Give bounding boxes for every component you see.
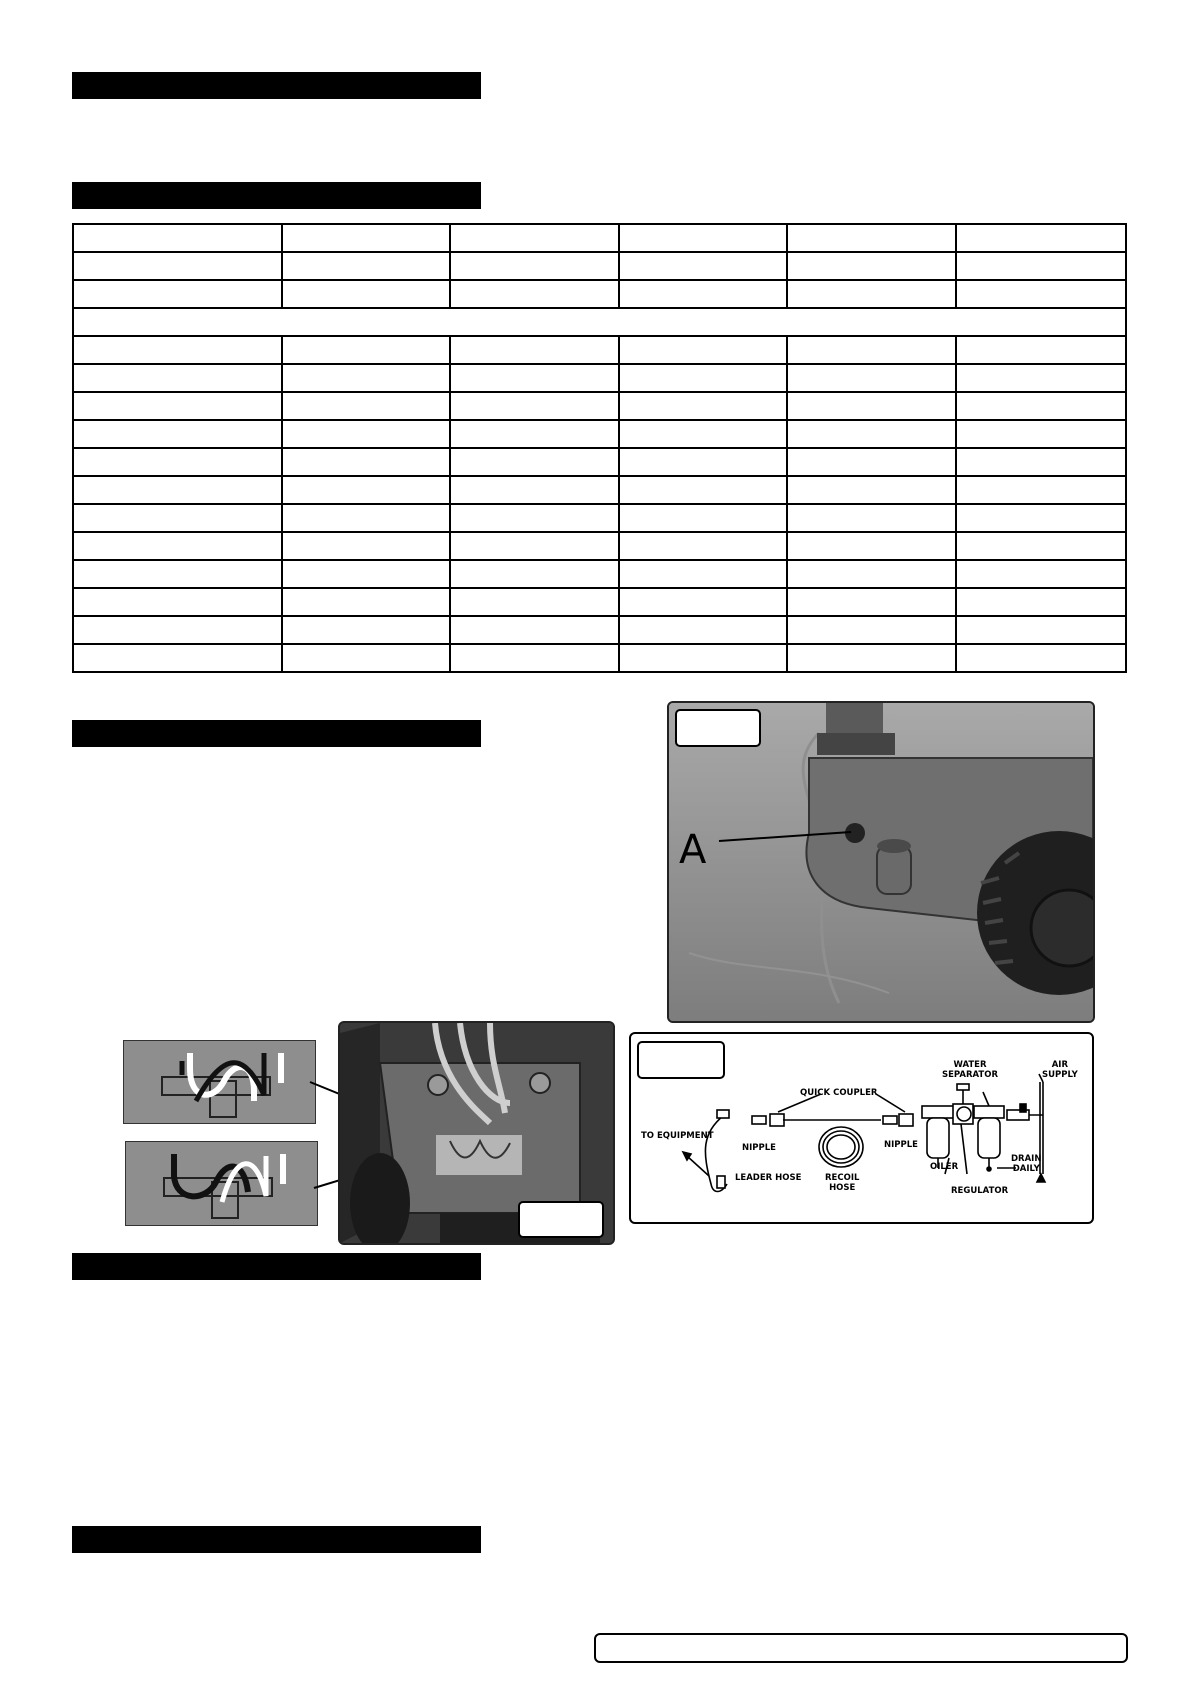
- table-cell: [619, 364, 787, 392]
- table-row: [73, 560, 1126, 588]
- section-header-bar-2: [72, 182, 481, 209]
- table-cell: [787, 392, 956, 420]
- table-cell: [73, 252, 282, 280]
- table-cell: [73, 364, 282, 392]
- table-cell: [956, 252, 1126, 280]
- table-cell: [619, 224, 787, 252]
- table-cell: [787, 616, 956, 644]
- table-cell: [73, 224, 282, 252]
- label-nipple-left: NIPPLE: [742, 1143, 776, 1153]
- table-cell: [787, 224, 956, 252]
- section-header-bar-3: [72, 720, 481, 747]
- table-cell: [956, 616, 1126, 644]
- table-cell: [619, 336, 787, 364]
- table-cell: [450, 420, 619, 448]
- table-cell: [787, 504, 956, 532]
- table-cell: [73, 560, 282, 588]
- table-cell: [282, 420, 450, 448]
- table-row: [73, 308, 1126, 336]
- footer-box: [594, 1633, 1128, 1663]
- table-cell: [450, 336, 619, 364]
- table-cell: [282, 280, 450, 308]
- table-cell: [956, 476, 1126, 504]
- callout-a-label: A: [679, 827, 707, 873]
- table-cell: [450, 448, 619, 476]
- table-row: [73, 280, 1126, 308]
- table-cell: [73, 280, 282, 308]
- wiring-detail-bottom: [125, 1141, 318, 1226]
- table-cell: [73, 588, 282, 616]
- table-cell: [450, 644, 619, 672]
- table-cell: [956, 560, 1126, 588]
- table-cell: [73, 336, 282, 364]
- table-cell: [956, 504, 1126, 532]
- wiring-detail-bottom-graphic: [126, 1142, 317, 1225]
- section-header-bar-5: [72, 1526, 481, 1553]
- table-cell: [956, 420, 1126, 448]
- table-row: [73, 588, 1126, 616]
- table-row: [73, 364, 1126, 392]
- table-cell: [73, 448, 282, 476]
- table-cell: [956, 448, 1126, 476]
- table-cell: [450, 364, 619, 392]
- table-row: [73, 532, 1126, 560]
- table-cell: [956, 392, 1126, 420]
- table-cell: [787, 336, 956, 364]
- table-cell: [282, 364, 450, 392]
- label-air-supply: AIR SUPPLY: [1042, 1060, 1078, 1080]
- table-cell: [787, 448, 956, 476]
- table-cell: [619, 252, 787, 280]
- table-cell: [282, 392, 450, 420]
- table-cell: [619, 532, 787, 560]
- table-cell: [787, 644, 956, 672]
- label-regulator: REGULATOR: [951, 1186, 1009, 1196]
- table-cell: [450, 476, 619, 504]
- table-cell: [73, 308, 1126, 336]
- table-cell: [282, 224, 450, 252]
- label-drain-daily: DRAIN DAILY: [1011, 1154, 1042, 1174]
- label-to-equipment: TO EQUIPMENT: [641, 1131, 714, 1141]
- table-cell: [73, 644, 282, 672]
- table-cell: [619, 448, 787, 476]
- table-row: [73, 644, 1126, 672]
- wiring-detail-top: [123, 1040, 316, 1124]
- table-row: [73, 448, 1126, 476]
- table-row: [73, 336, 1126, 364]
- table-cell: [73, 532, 282, 560]
- table-row: [73, 252, 1126, 280]
- label-water-separator: WATER SEPARATOR: [942, 1060, 998, 1080]
- table-cell: [956, 532, 1126, 560]
- label-quick-coupler: QUICK COUPLER: [800, 1088, 878, 1098]
- table-cell: [282, 252, 450, 280]
- table-cell: [73, 476, 282, 504]
- table-cell: [956, 336, 1126, 364]
- table-cell: [619, 420, 787, 448]
- table-cell: [450, 280, 619, 308]
- table-cell: [450, 532, 619, 560]
- label-leader-hose: LEADER HOSE: [735, 1173, 802, 1183]
- table-cell: [282, 616, 450, 644]
- table-cell: [619, 588, 787, 616]
- label-nipple-right: NIPPLE: [884, 1140, 918, 1150]
- table-cell: [73, 616, 282, 644]
- table-cell: [956, 280, 1126, 308]
- wiring-detail-top-graphic: [124, 1041, 315, 1123]
- table-cell: [282, 476, 450, 504]
- label-oiler: OILER: [930, 1162, 959, 1172]
- air-supply-diagram-graphic: [631, 1034, 1092, 1222]
- table-row: [73, 616, 1126, 644]
- table-cell: [450, 560, 619, 588]
- section-header-bar-1: [72, 72, 481, 99]
- table-cell: [619, 644, 787, 672]
- table-cell: [787, 560, 956, 588]
- table-cell: [450, 616, 619, 644]
- photo-pressure-switch-graphic: [669, 703, 1093, 1021]
- table-cell: [450, 252, 619, 280]
- table-row: [73, 392, 1126, 420]
- table-cell: [282, 560, 450, 588]
- table-cell: [73, 504, 282, 532]
- table-cell: [787, 588, 956, 616]
- table-cell: [619, 560, 787, 588]
- section-header-bar-4: [72, 1253, 481, 1280]
- air-supply-diagram: [629, 1032, 1094, 1224]
- table-cell: [956, 364, 1126, 392]
- table-cell: [450, 504, 619, 532]
- table-cell: [619, 504, 787, 532]
- table-cell: [282, 644, 450, 672]
- table-cell: [787, 364, 956, 392]
- table-cell: [787, 476, 956, 504]
- table-row: [73, 420, 1126, 448]
- table-row: [73, 224, 1126, 252]
- table-cell: [787, 532, 956, 560]
- table-row: [73, 476, 1126, 504]
- table-cell: [787, 420, 956, 448]
- label-recoil-hose: RECOIL HOSE: [825, 1173, 860, 1193]
- figure-label-box: [675, 709, 761, 747]
- table-cell: [282, 336, 450, 364]
- table-cell: [619, 476, 787, 504]
- photo-pressure-switch: [667, 701, 1095, 1023]
- table-cell: [956, 224, 1126, 252]
- table-row: [73, 504, 1126, 532]
- table-cell: [282, 448, 450, 476]
- table-cell: [282, 504, 450, 532]
- table-cell: [956, 644, 1126, 672]
- table-cell: [956, 588, 1126, 616]
- table-cell: [787, 252, 956, 280]
- table-cell: [619, 392, 787, 420]
- table-cell: [73, 392, 282, 420]
- table-cell: [619, 616, 787, 644]
- specification-table: [72, 223, 1127, 673]
- table-cell: [73, 420, 282, 448]
- table-cell: [619, 280, 787, 308]
- table-cell: [450, 392, 619, 420]
- figure-label-box: [518, 1201, 604, 1238]
- table-cell: [450, 224, 619, 252]
- table-cell: [282, 588, 450, 616]
- table-cell: [282, 532, 450, 560]
- photo-switch-box: [338, 1021, 615, 1245]
- table-cell: [450, 588, 619, 616]
- table-cell: [787, 280, 956, 308]
